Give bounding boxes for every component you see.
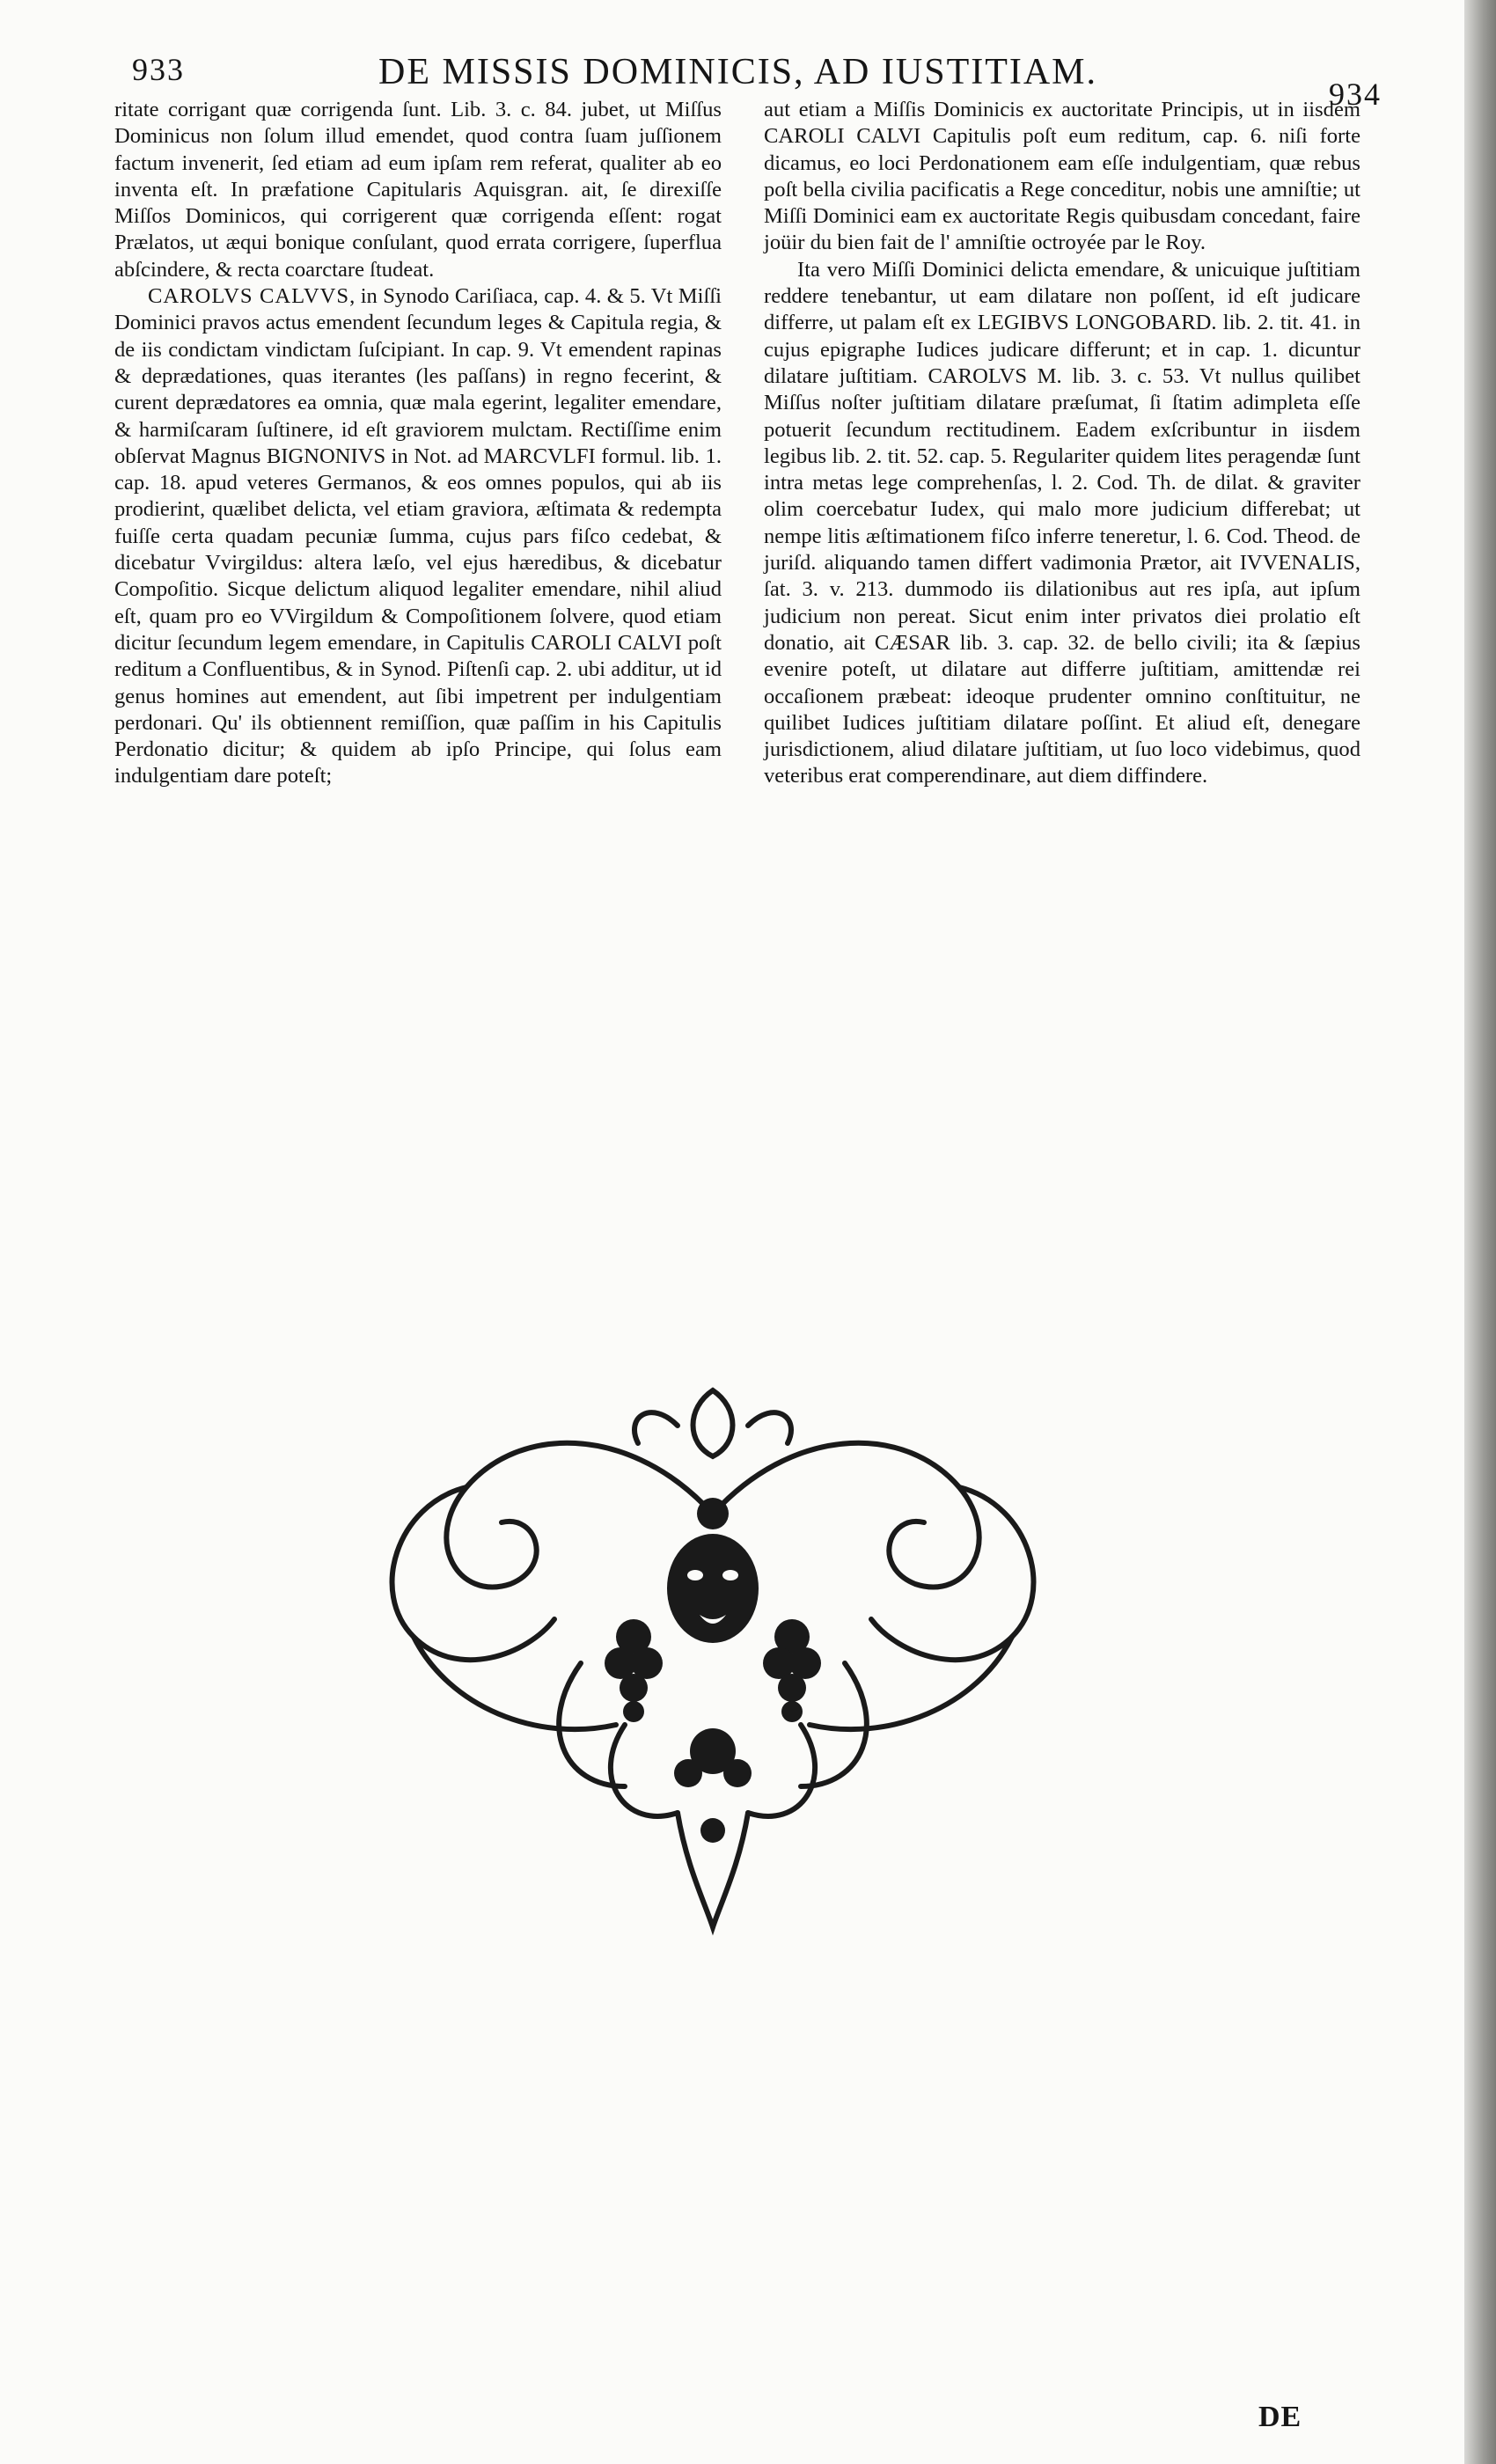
left-paragraph-2 bbox=[114, 283, 722, 790]
left-paragraph-1: ritate corrigant quæ corrigenda ſunt. Lib. 3. c. 84. jubet, ut Miſſus Dominicus non ſolum illud emendet, quod contra ſuam juſſionem factum invenerit, ſed etiam ad eum ipſam rem referat, qualiter ab eo inventa eſt. In præfatione Capitularis Aquisgran. ait, ſe direxiſſe Miſſos Dominicos, qui corrigerent quæ corrigenda eſſent: rogat Prælatos, ut æqui bonique conſulant, quod errata corrigere, ſuperflua abſcindere, & recta coarctare ſtudeat. bbox=[114, 98, 722, 282]
right-paragraph-1: aut etiam a Miſſis Dominicis ex auctoritate Principis, ut in iisdem CAROLI CALVI Capitulis poſt eum reditum, cap. 6. niſi forte dicamus, eo loci Perdonationem eam eſſe indulgentiam, quæ rebus poſt bella civilia pacificatis a Rege conceditur, nobis une amniſtie; ut Miſſi Dominici eam ex auctoritate Regis quibusdam concedant, faire joüir du bien fait de l' amniſtie octroyée par le Roy. bbox=[764, 98, 1360, 255]
author-name-carolus-calvus: CAROLVS CALVVS bbox=[148, 284, 350, 309]
catchword: DE bbox=[1258, 2401, 1302, 2433]
right-paragraph-2: Ita vero Miſſi Dominici delicta emendare, & unicuique juſtitiam reddere tenebantur, ut eam dilatare non poſſent, id eſt judicare differre, ut palam eſt ex LEGIBVS LONGOBARD. lib. 2. tit. 41. in cujus epigraphe Iudices judicare differunt; et in cap. 1. dicuntur dilatare juſtitiam. CAROLVS M. lib. 3. c. 53. Vt nullus quilibet Miſſus noſter juſtitiam dilatare præſumat, ſi ſtatim adimpleta eſſe potuerit ſecundum rectitudinem. Eadem exſcribuntur in iisdem legibus lib. 2. tit. 52. cap. 5. Regulariter quidem lites peragendæ ſunt intra metas lege comprehenſas, l. 2. Cod. Th. de dilat. & graviter olim coercebatur Iudex, qui malo more judicium differebat; ut nempe litis æſtimationem fiſco inferre teneretur, l. 6. Cod. Theod. de juriſd. aliquando tamen differt vadimonia Prætor, ait IVVENALIS, ſat. 3. v. 213. dummodo iis dilationibus aut res ipſa, aut ipſum judicium non pereat. Sicut enim inter privatos diei prolatio eſt donatio, ait CÆSAR lib. 3. cap. 32. de bello civili; ita & ſæpius evenire poteſt, ut dilatare aut differre juſtitiam, amittendæ rei occaſionem præbeat: ideoque prudenter omnino conſtituitur, ne quilibet Iudices juſtitiam dilatare poſſint. Et aliud eſt, denegare jurisdictionem, aliud dilatare juſtitiam, ut ſuo loco videbimus, quod veteribus erat comperendinare, aut diem diffindere. bbox=[764, 257, 1360, 788]
baroque-mask-cartouche-ornament-icon bbox=[361, 1373, 1065, 1945]
page-number-right: 934 bbox=[1329, 77, 1382, 112]
right-column bbox=[764, 97, 1360, 790]
page-number-left: 933 bbox=[132, 52, 185, 87]
page-header bbox=[132, 51, 1382, 112]
left-paragraph-2-text: , in Synodo Cariſiaca, cap. 4. & 5. Vt Miſſi Dominici pravos actus emendent ſecundum leges & Capitula regia, & de iis condictam vindictam ſuſcipiant. In cap. 9. Vt emendent rapinas & deprædationes, quas iterantes (les paſſans) in regno fecerint, & curent deprædatores ea omnia, quæ mala egerint, legaliter emendare, & harmiſcaram ſuſtinere, id eſt graviorem mulctam. Rectiſſime enim obſervat Magnus BIGNONIVS in Not. ad MARCVLFI formul. lib. 1. cap. 18. apud veteres Germanos, & eos omnes populos, qui ab iis prodierint, quælibet delicta, vel etiam graviora, æſtimata & redempta fuiſſe certa quadam pecuniæ ſumma, cujus pars fiſco cedebat, & dicebatur Vvirgildus: altera læſo, vel ejus hæredibus, & dicebatur Compoſitio. Sicque delictum aliquod legaliter emendare, nihil aliud eſt, quam pro eo VVirgildum & Compoſitionem ſolvere, quod etiam dicitur ſecundum legem emendare, in Capitulis CAROLI CALVI poſt reditum a Confluentibus, & in Synod. Piſtenſi cap. 2. ubi additur, ut id genus homines aut emendent, aut ſibi impetrent per indulgentiam perdonari. Qu' ils obtiennent remiſſion, quæ paſſim in his Capitulis Perdonatio dicitur; & quidem ab ipſo Principe, qui ſolus eam indulgentiam dare poteſt; bbox=[114, 284, 722, 788]
running-title: DE MISSIS DOMINICIS, AD IUSTITIAM. bbox=[378, 52, 1098, 92]
left-column bbox=[114, 97, 722, 790]
page-gutter-shadow bbox=[1464, 0, 1496, 2464]
